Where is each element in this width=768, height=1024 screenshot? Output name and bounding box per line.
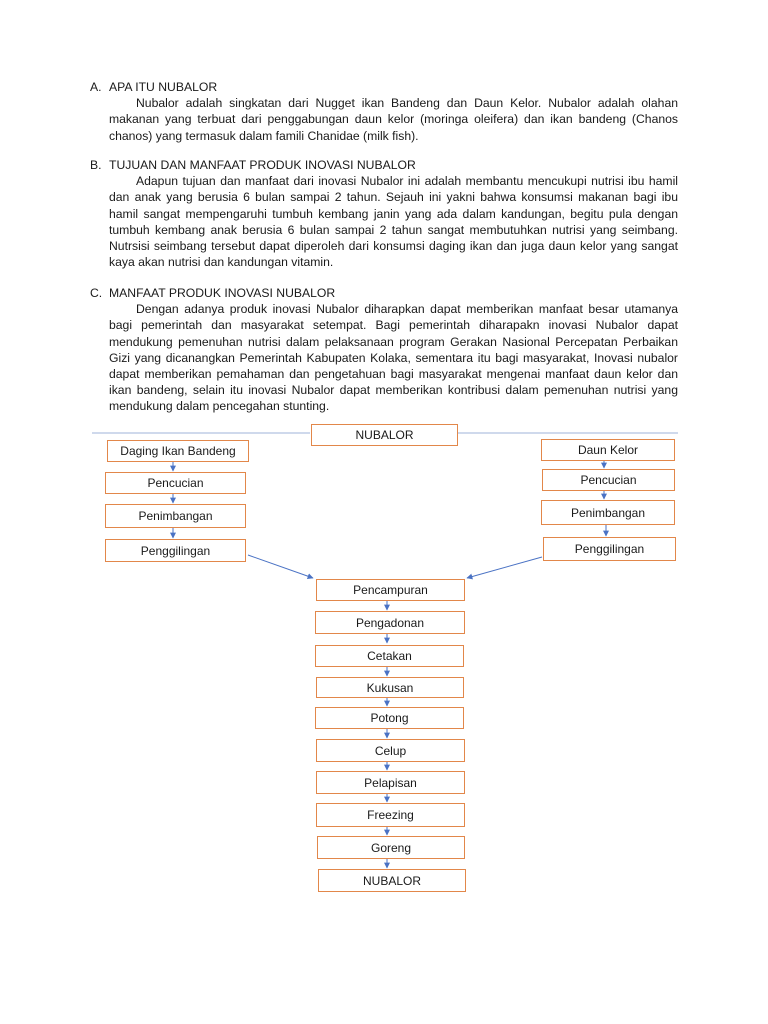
- main-step-cetakan: Cetakan: [315, 645, 464, 667]
- main-step-pencampuran: Pencampuran: [316, 579, 465, 601]
- section-letter: C.: [90, 286, 103, 300]
- section-letter: A.: [90, 80, 102, 94]
- arrow-right-merge: [467, 557, 542, 578]
- flowchart-title-box: NUBALOR: [311, 424, 458, 446]
- left-step-ikan-bandeng: Daging Ikan Bandeng: [107, 440, 249, 462]
- main-step-kukusan: Kukusan: [316, 677, 464, 698]
- arrow-left-merge: [248, 555, 313, 578]
- main-step-potong: Potong: [315, 707, 464, 729]
- left-step-penimbangan: Penimbangan: [105, 504, 246, 528]
- main-step-nubalor: NUBALOR: [318, 869, 466, 892]
- main-step-celup: Celup: [316, 739, 465, 762]
- main-step-pengadonan: Pengadonan: [315, 611, 465, 634]
- right-step-pencucian: Pencucian: [542, 469, 675, 491]
- main-step-pelapisan: Pelapisan: [316, 771, 465, 794]
- right-step-penggilingan: Penggilingan: [543, 537, 676, 561]
- section-paragraph: Dengan adanya produk inovasi Nubalor diharapkan dapat memberikan manfaat besar utamanya bagi pemerintah dan masyarakat setempat. Bagi pemerintah diharapakn inovasi Nubalor dapat mendukung pemenuhan nutrisi dalam pelaksanaan program Gerakan Nasional Percepatan Perbaikan Gizi yang dicanangkan Pemerintah Kabupaten Kolaka, sementara itu bagi masyarakat, Inovasi nubalor dapat memberikan pemahaman dan pengetahuan bagi masyarakat mengenai manfaat daun kelor dan ikan bandeng, selain itu inovasi Nubalor dapat memberikan kontribusi dalam pemenuhan nutrisi yang mendukung dalam pencegahan stunting.: [109, 302, 678, 414]
- main-step-goreng: Goreng: [317, 836, 465, 859]
- main-step-freezing: Freezing: [316, 803, 465, 827]
- left-step-penggilingan: Penggilingan: [105, 539, 246, 562]
- section-title: TUJUAN DAN MANFAAT PRODUK INOVASI NUBALOR: [109, 158, 416, 172]
- section-title: APA ITU NUBALOR: [109, 80, 218, 94]
- section-letter: B.: [90, 158, 102, 172]
- right-step-penimbangan: Penimbangan: [541, 500, 675, 525]
- section-title: MANFAAT PRODUK INOVASI NUBALOR: [109, 286, 336, 300]
- right-step-daun-kelor: Daun Kelor: [541, 439, 675, 461]
- section-paragraph: Adapun tujuan dan manfaat dari inovasi Nubalor ini adalah membantu mencukupi nutrisi ibu hamil dan anak yang berusia 6 bulan sampai 2 tahun. Sejauh ini yakni bahwa konsumsi makanan bagi ibu hamil sangat mempengaruhi tumbuh kembang janin yang ada dalam kandungan, begitu pula dengan tumbuh kembang anak berusia 6 bulan sampai 2 tahun sangat membutuhkan nutrisi yang seimbang. Nutrsisi seimbang tersebut dapat diperoleh dari konsumsi daging ikan dan juga daun kelor yang sangat kaya akan nutrisi dan kandungan vitamin.: [109, 174, 678, 270]
- section-paragraph: Nubalor adalah singkatan dari Nugget ikan Bandeng dan Daun Kelor. Nubalor adalah olahan makanan yang terbuat dari penggabungan daun kelor (moringa oleifera) dan ikan bandeng (Chanos chanos) yang termasuk dalam famili Chanidae (milk fish).: [109, 96, 678, 143]
- left-step-pencucian: Pencucian: [105, 472, 246, 494]
